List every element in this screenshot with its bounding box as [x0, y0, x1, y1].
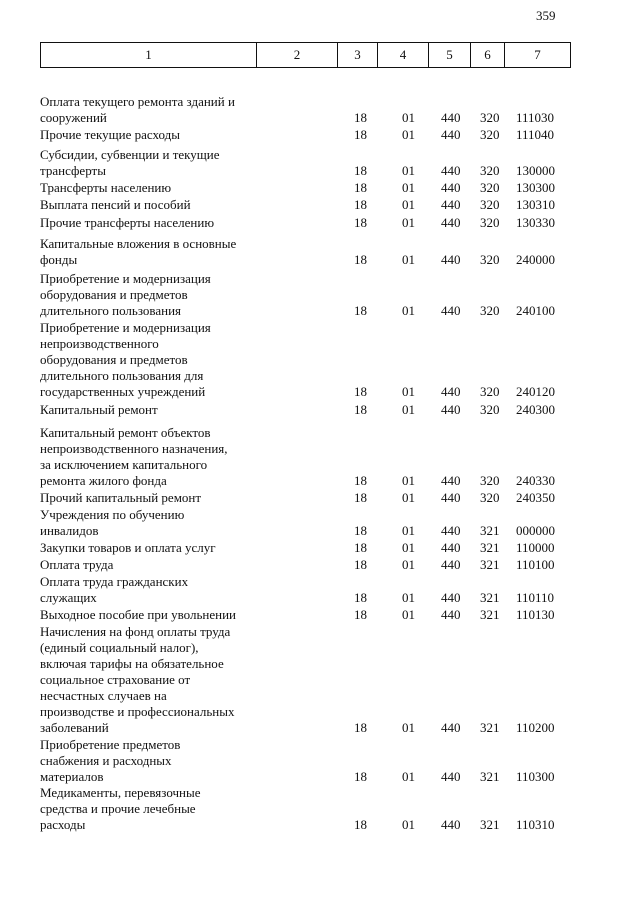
row-description-line: средства и прочие лечебные	[40, 801, 196, 816]
row-description-line: Начисления на фонд оплаты труда	[40, 624, 231, 639]
cell-col-5: 440	[441, 523, 461, 538]
row-description-line: оборудования и предметов	[40, 352, 188, 367]
cell-col-3: 18	[354, 473, 367, 488]
cell-col-5: 440	[441, 303, 461, 318]
cell-col-7: 240350	[516, 490, 555, 505]
table-row	[0, 540, 640, 556]
column-header-4: 4	[378, 43, 429, 68]
cell-col-3: 18	[354, 590, 367, 605]
row-description	[40, 271, 260, 319]
cell-col-4: 01	[402, 303, 415, 318]
cell-col-6: 320	[480, 215, 500, 230]
cell-col-6: 320	[480, 163, 500, 178]
cell-col-3: 18	[354, 540, 367, 555]
cell-col-6: 321	[480, 523, 500, 538]
row-description-line: Субсидии, субвенции и текущие	[40, 147, 220, 162]
cell-col-6: 320	[480, 252, 500, 267]
cell-col-3: 18	[354, 384, 367, 399]
row-description-line: Прочие трансферты населению	[40, 215, 215, 230]
cell-col-3: 18	[354, 523, 367, 538]
row-description	[40, 540, 260, 556]
cell-col-4: 01	[402, 127, 415, 142]
cell-col-5: 440	[441, 110, 461, 125]
row-description	[40, 127, 260, 143]
row-description-line: государственных учреждений	[40, 384, 206, 399]
cell-col-5: 440	[441, 402, 461, 417]
cell-col-3: 18	[354, 252, 367, 267]
cell-col-6: 321	[480, 590, 500, 605]
cell-col-3: 18	[354, 110, 367, 125]
cell-col-5: 440	[441, 384, 461, 399]
cell-col-7: 240100	[516, 303, 555, 318]
cell-col-4: 01	[402, 215, 415, 230]
cell-col-5: 440	[441, 590, 461, 605]
cell-col-7: 110000	[516, 540, 555, 555]
row-description-line: Капитальный ремонт объектов	[40, 425, 211, 440]
table-row	[0, 180, 640, 196]
column-header-1: 1	[41, 43, 257, 68]
cell-col-7: 110200	[516, 720, 555, 735]
cell-col-7: 000000	[516, 523, 555, 538]
cell-col-3: 18	[354, 607, 367, 622]
cell-col-7: 240300	[516, 402, 555, 417]
cell-col-5: 440	[441, 817, 461, 832]
cell-col-5: 440	[441, 607, 461, 622]
cell-col-6: 321	[480, 540, 500, 555]
table-row	[0, 94, 640, 126]
cell-col-3: 18	[354, 720, 367, 735]
cell-col-5: 440	[441, 720, 461, 735]
cell-col-7: 111040	[516, 127, 555, 142]
cell-col-6: 321	[480, 557, 500, 572]
row-description	[40, 574, 260, 606]
row-description-line: Прочий капитальный ремонт	[40, 490, 202, 505]
cell-col-4: 01	[402, 110, 415, 125]
table-row	[0, 785, 640, 833]
row-description-line: Приобретение и модернизация	[40, 320, 211, 335]
cell-col-4: 01	[402, 607, 415, 622]
row-description	[40, 197, 260, 213]
cell-col-7: 130300	[516, 180, 555, 195]
row-description-line: фонды	[40, 252, 78, 267]
cell-col-6: 320	[480, 384, 500, 399]
row-description	[40, 785, 260, 833]
row-description	[40, 737, 260, 785]
table-row	[0, 320, 640, 400]
row-description-line: Приобретение и модернизация	[40, 271, 211, 286]
row-description	[40, 507, 260, 539]
row-description	[40, 557, 260, 573]
cell-col-5: 440	[441, 215, 461, 230]
cell-col-5: 440	[441, 540, 461, 555]
cell-col-4: 01	[402, 252, 415, 267]
row-description-line: Капитальные вложения в основные	[40, 236, 237, 251]
row-description-line: Учреждения по обучению	[40, 507, 185, 522]
cell-col-4: 01	[402, 384, 415, 399]
cell-col-7: 240000	[516, 252, 555, 267]
cell-col-7: 110310	[516, 817, 555, 832]
table-row	[0, 490, 640, 506]
cell-col-3: 18	[354, 490, 367, 505]
row-description-line: Прочие текущие расходы	[40, 127, 180, 142]
row-description-line: заболеваний	[40, 720, 109, 735]
column-header-6: 6	[471, 43, 505, 68]
cell-col-7: 130330	[516, 215, 555, 230]
row-description-line: Приобретение предметов	[40, 737, 181, 752]
cell-col-5: 440	[441, 490, 461, 505]
row-description	[40, 402, 260, 418]
table-row	[0, 557, 640, 573]
row-description-line: Оплата труда гражданских	[40, 574, 189, 589]
row-description	[40, 490, 260, 506]
table-row	[0, 574, 640, 606]
cell-col-4: 01	[402, 523, 415, 538]
cell-col-7: 240120	[516, 384, 555, 399]
row-description-line: непроизводственного	[40, 336, 159, 351]
row-description-line: сооружений	[40, 110, 107, 125]
table-row	[0, 425, 640, 489]
cell-col-6: 320	[480, 473, 500, 488]
row-description-line: Выплата пенсий и пособий	[40, 197, 191, 212]
cell-col-3: 18	[354, 303, 367, 318]
row-description	[40, 236, 260, 268]
cell-col-4: 01	[402, 490, 415, 505]
row-description-line: (единый социальный налог),	[40, 640, 199, 655]
row-description-line: несчастных случаев на	[40, 688, 167, 703]
cell-col-4: 01	[402, 180, 415, 195]
row-description-line: социальное страхование от	[40, 672, 191, 687]
cell-col-7: 240330	[516, 473, 555, 488]
row-description-line: служащих	[40, 590, 97, 605]
cell-col-6: 321	[480, 817, 500, 832]
row-description	[40, 215, 260, 231]
row-description	[40, 624, 260, 736]
cell-col-6: 321	[480, 769, 500, 784]
cell-col-3: 18	[354, 402, 367, 417]
row-description-line: оборудования и предметов	[40, 287, 188, 302]
row-description-line: материалов	[40, 769, 104, 784]
row-description-line: инвалидов	[40, 523, 99, 538]
cell-col-7: 110300	[516, 769, 555, 784]
row-description-line: Оплата труда	[40, 557, 114, 572]
page-number: 359	[536, 8, 556, 23]
row-description-line: длительного пользования для	[40, 368, 204, 383]
cell-col-7: 110130	[516, 607, 555, 622]
cell-col-3: 18	[354, 557, 367, 572]
row-description-line: расходы	[40, 817, 86, 832]
column-header-7: 7	[505, 43, 571, 68]
cell-col-5: 440	[441, 197, 461, 212]
row-description-line: трансферты	[40, 163, 106, 178]
row-description-line: непроизводственного назначения,	[40, 441, 228, 456]
table-row	[0, 402, 640, 418]
cell-col-3: 18	[354, 180, 367, 195]
cell-col-4: 01	[402, 590, 415, 605]
table-row	[0, 737, 640, 785]
row-description-line: включая тарифы на обязательное	[40, 656, 224, 671]
cell-col-7: 110100	[516, 557, 555, 572]
cell-col-6: 321	[480, 607, 500, 622]
row-description-line: Оплата текущего ремонта зданий и	[40, 94, 235, 109]
row-description	[40, 94, 260, 126]
table-row	[0, 271, 640, 319]
cell-col-6: 320	[480, 490, 500, 505]
cell-col-6: 320	[480, 402, 500, 417]
row-description-line: ремонта жилого фонда	[40, 473, 167, 488]
cell-col-6: 321	[480, 720, 500, 735]
row-description-line: производстве и профессиональных	[40, 704, 235, 719]
cell-col-3: 18	[354, 769, 367, 784]
row-description-line: Закупки товаров и оплата услуг	[40, 540, 216, 555]
row-description	[40, 180, 260, 196]
cell-col-4: 01	[402, 473, 415, 488]
cell-col-3: 18	[354, 163, 367, 178]
table-row	[0, 236, 640, 268]
cell-col-4: 01	[402, 557, 415, 572]
cell-col-4: 01	[402, 163, 415, 178]
cell-col-5: 440	[441, 163, 461, 178]
column-header-2: 2	[257, 43, 338, 68]
table-row	[0, 197, 640, 213]
cell-col-3: 18	[354, 817, 367, 832]
cell-col-5: 440	[441, 557, 461, 572]
cell-col-4: 01	[402, 769, 415, 784]
row-description-line: Трансферты населению	[40, 180, 172, 195]
row-description	[40, 607, 260, 623]
row-description-line: Выходное пособие при увольнении	[40, 607, 236, 622]
cell-col-7: 110110	[516, 590, 555, 605]
column-header-5: 5	[429, 43, 471, 68]
row-description-line: за исключением капитального	[40, 457, 208, 472]
row-description-line: снабжения и расходных	[40, 753, 172, 768]
cell-col-6: 320	[480, 197, 500, 212]
table-row	[0, 624, 640, 736]
cell-col-3: 18	[354, 215, 367, 230]
cell-col-5: 440	[441, 127, 461, 142]
cell-col-5: 440	[441, 769, 461, 784]
cell-col-5: 440	[441, 180, 461, 195]
row-description-line: Капитальный ремонт	[40, 402, 158, 417]
cell-col-7: 130000	[516, 163, 555, 178]
cell-col-7: 130310	[516, 197, 555, 212]
cell-col-4: 01	[402, 720, 415, 735]
cell-col-6: 320	[480, 127, 500, 142]
table-row	[0, 215, 640, 231]
cell-col-5: 440	[441, 252, 461, 267]
cell-col-6: 320	[480, 303, 500, 318]
cell-col-6: 320	[480, 180, 500, 195]
cell-col-3: 18	[354, 127, 367, 142]
table-row	[0, 607, 640, 623]
table-row	[0, 507, 640, 539]
cell-col-7: 111030	[516, 110, 555, 125]
cell-col-4: 01	[402, 540, 415, 555]
row-description-line: длительного пользования	[40, 303, 182, 318]
row-description	[40, 320, 260, 400]
column-header-3: 3	[338, 43, 378, 68]
cell-col-6: 320	[480, 110, 500, 125]
row-description	[40, 425, 260, 489]
cell-col-5: 440	[441, 473, 461, 488]
row-description-line: Медикаменты, перевязочные	[40, 785, 201, 800]
cell-col-3: 18	[354, 197, 367, 212]
cell-col-4: 01	[402, 197, 415, 212]
table-row	[0, 127, 640, 143]
table-row	[0, 147, 640, 179]
row-description	[40, 147, 260, 179]
cell-col-4: 01	[402, 402, 415, 417]
cell-col-4: 01	[402, 817, 415, 832]
